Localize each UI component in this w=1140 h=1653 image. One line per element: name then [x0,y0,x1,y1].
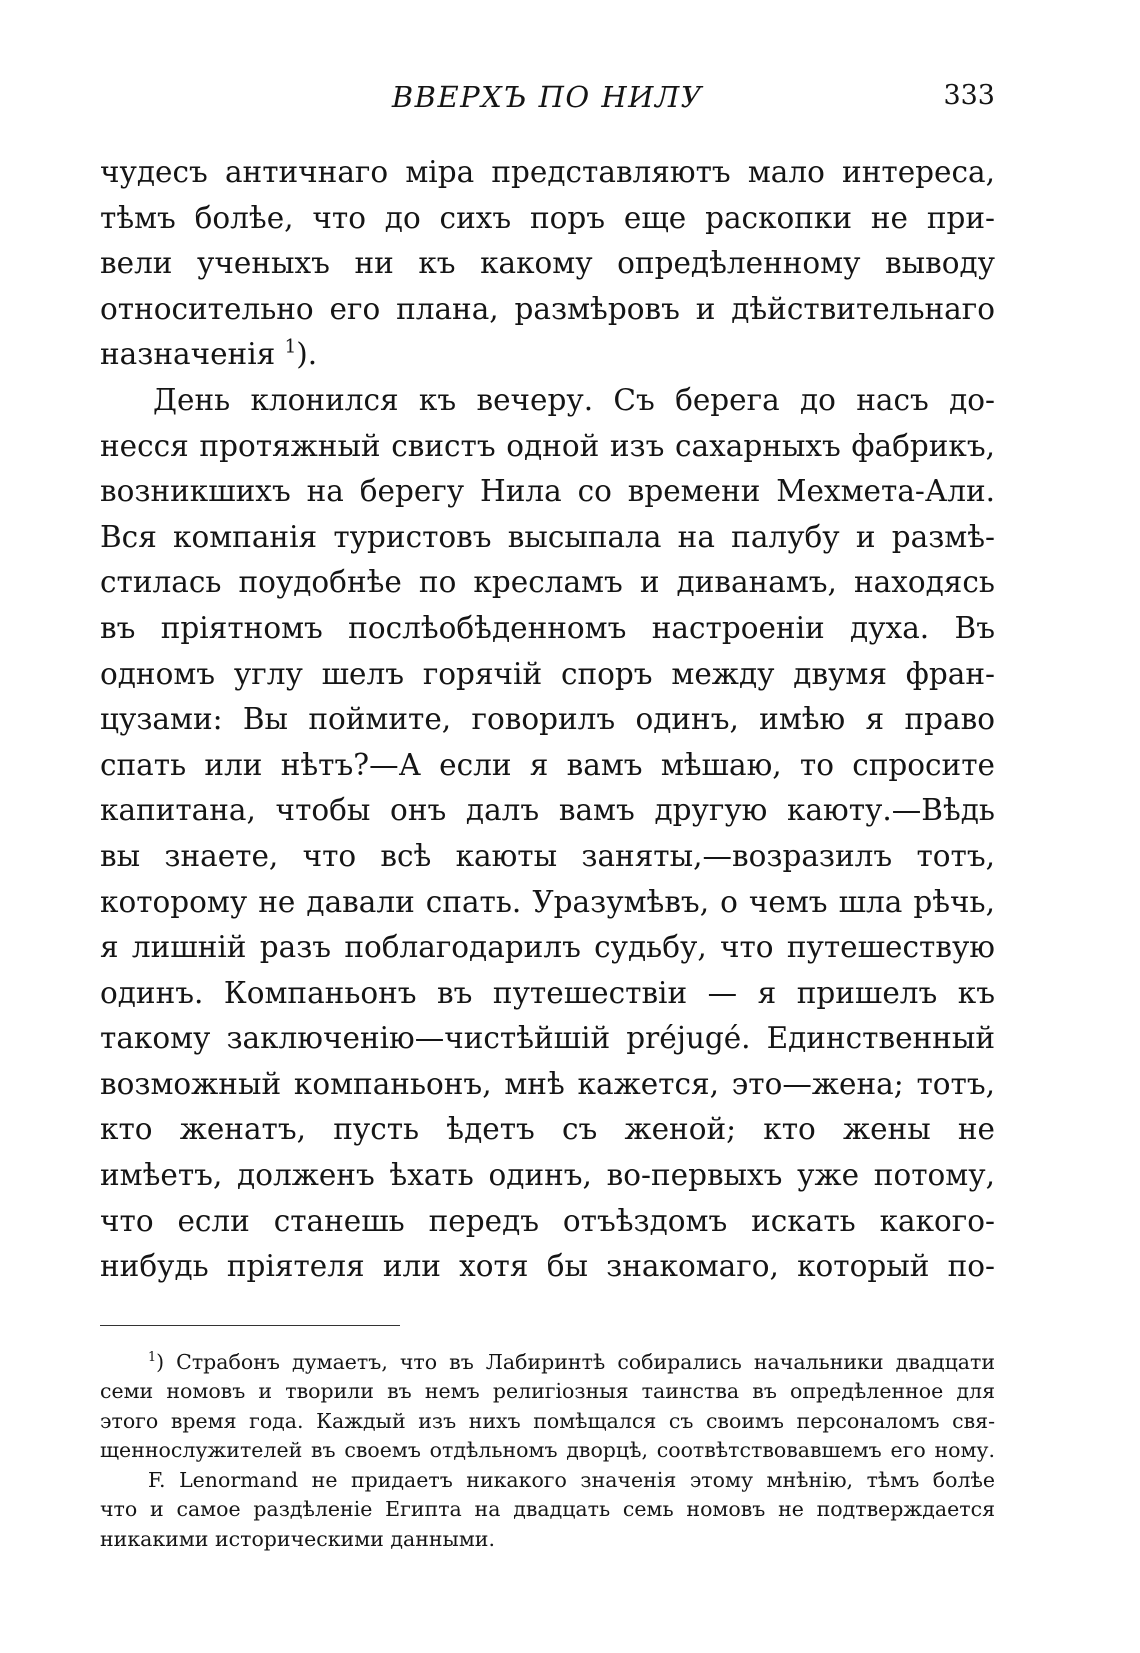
running-head [100,70,995,130]
footnote-1 [100,1348,995,1466]
text-line: капитана, чтобы онъ далъ вамъ другую каюту.—Вѣдь [100,793,995,828]
footnote-line: никакими историческими данными. [100,1526,495,1551]
text-line: чудесъ античнаго міра представляютъ мало интереса, [100,155,995,189]
text-line: цузами: Вы поймите, говорилъ одинъ, имѣю я право [100,702,995,737]
text-fragment: назначенія [100,337,276,372]
footnote-reference: 1 [284,337,297,359]
text-line: вы знаете, что всѣ каюты заняты,—возразилъ тотъ, [100,838,995,873]
text-line: которому не давали спать. Уразумѣвъ, о чемъ шла рѣчь, [100,884,995,919]
text-line: возможный компаньонъ, мнѣ кажется, это—жена; тотъ, [100,1066,995,1101]
footnote-text: ) Страбонъ думаетъ, что въ Лабиринтѣ собирались начальники двадцати [156,1349,995,1374]
text-line: тѣмъ болѣе, что до сихъ поръ еще раскопки не при- [100,200,995,235]
page-number: 333 [943,80,995,111]
running-title: ВВЕРХЪ ПО НИЛУ [391,80,704,114]
text-line: День клонился къ вечеру. Съ берега до насъ до- [153,382,995,417]
footnote-line: семи номовъ и творили въ немъ религіозныя таинства въ опредѣленное для [100,1379,995,1404]
text-line: такому заключенію—чистѣйшій préjugé. Единственный [100,1021,995,1056]
text-line: возникшихъ на берегу Нила со времени Мехмета-Али. [100,474,995,509]
footnote-line: щеннослужителей въ своемъ отдѣльномъ дворцѣ, соотвѣтствовавшемъ его ному. [100,1438,995,1463]
paragraph-1 [100,150,995,378]
text-line: Вся компанія туристовъ высыпала на палубу и размѣ- [100,519,995,554]
text-line: вели ученыхъ ни къ какому опредѣленному выводу [100,246,995,281]
footnote-marker: 1 [148,1348,157,1364]
text-line [100,332,995,378]
text-line: спать или нѣтъ?—А если я вамъ мѣшаю, то спросите [100,747,995,782]
footnote-line: этого время года. Каждый изъ нихъ помѣщался съ своимъ персоналомъ свя- [100,1408,995,1433]
text-line: нибудь пріятеля или хотя бы знакомаго, который по- [100,1249,995,1284]
footnote-line: F. Lenormand не придаетъ никакого значенія этому мнѣнію, тѣмъ болѣе [148,1467,995,1492]
book-page [100,70,995,1554]
paragraph-2 [100,378,995,1290]
main-text [100,150,995,1290]
text-line: кто женатъ, пусть ѣдетъ съ женой; кто жены не [100,1112,995,1147]
footnote-divider [100,1325,400,1326]
text-line: въ пріятномъ послѣобѣденномъ настроеніи духа. Въ [100,610,995,645]
text-line: стилась поудобнѣе по кресламъ и диванамъ, находясь [100,565,995,600]
text-line: одинъ. Компаньонъ въ путешествіи — я пришелъ къ [100,975,995,1010]
footnote-line [100,1348,995,1378]
text-line: относительно его плана, размѣровъ и дѣйствительнаго [100,291,995,326]
text-line: я лишній разъ поблагодарилъ судьбу, что путешествую [100,930,995,965]
footnotes [100,1348,995,1555]
text-line: имѣетъ, долженъ ѣхать одинъ, во-первыхъ уже потому, [100,1158,995,1193]
footnote-2 [100,1466,995,1555]
text-line: одномъ углу шелъ горячій споръ между двумя фран- [100,656,995,691]
text-line: несся протяжный свистъ одной изъ сахарныхъ фабрикъ, [100,428,995,463]
footnote-line: что и самое раздѣленіе Египта на двадцать семь номовъ не подтверждается [100,1497,995,1522]
text-line: что если станешь передъ отъѣздомъ искать какого- [100,1203,995,1238]
text-fragment: ). [296,337,318,372]
